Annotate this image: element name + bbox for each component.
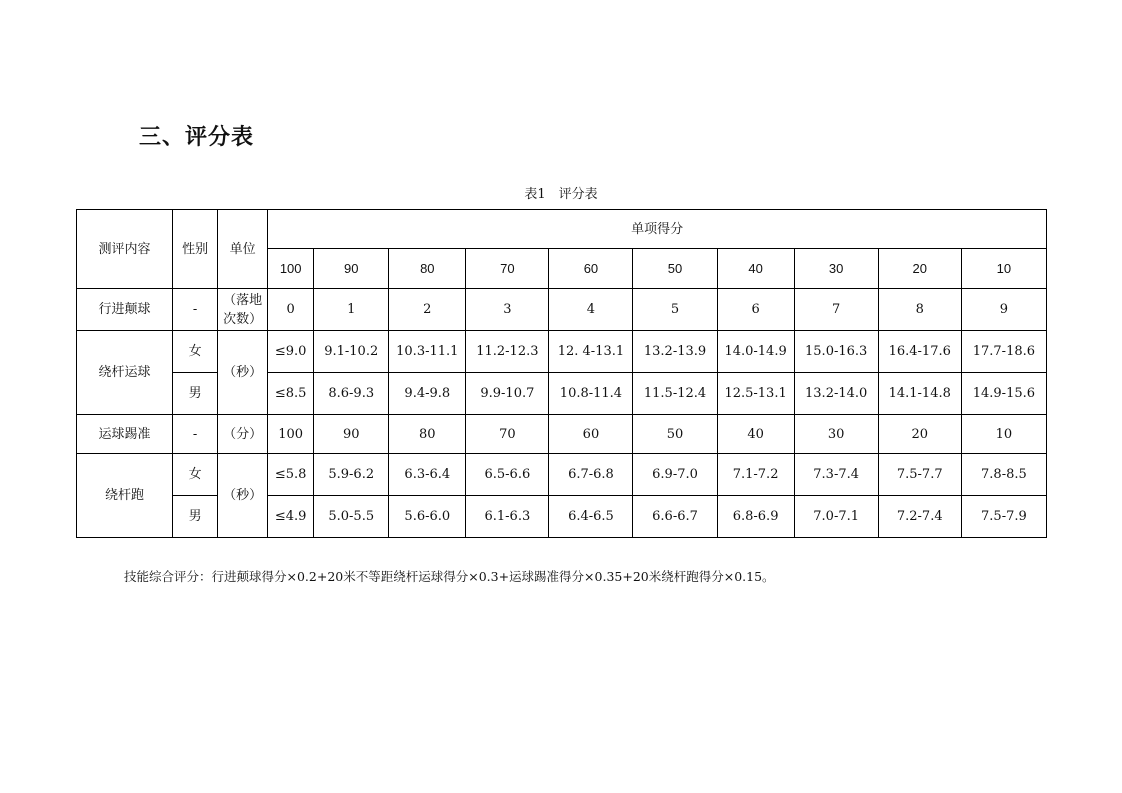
- value-cell: 5.0-5.5: [314, 496, 389, 538]
- row-pole-dribble-female: [77, 331, 1047, 373]
- row-kick: [77, 415, 1047, 454]
- unit-cell: （秒）: [218, 454, 268, 538]
- section-heading: 三、评分表: [139, 125, 255, 150]
- value-cell: 8.6-9.3: [314, 373, 389, 415]
- header-score: 80: [389, 249, 466, 289]
- value-cell: 7: [794, 289, 878, 331]
- value-cell: 7.5-7.7: [878, 454, 961, 496]
- row-dribble: [77, 289, 1047, 331]
- header-score: 100: [268, 249, 314, 289]
- gender-cell: 女: [173, 454, 218, 496]
- value-cell: 3: [466, 289, 549, 331]
- header-score: 60: [549, 249, 633, 289]
- value-cell: 5.6-6.0: [389, 496, 466, 538]
- value-cell: 12.5-13.1: [717, 373, 794, 415]
- value-cell: 60: [549, 415, 633, 454]
- value-cell: 7.3-7.4: [794, 454, 878, 496]
- value-cell: 70: [466, 415, 549, 454]
- value-cell: 9.4-9.8: [389, 373, 466, 415]
- value-cell: 6.4-6.5: [549, 496, 633, 538]
- gender-cell: -: [173, 289, 218, 331]
- value-cell: 15.0-16.3: [794, 331, 878, 373]
- value-cell: 20: [878, 415, 961, 454]
- value-cell: 6: [717, 289, 794, 331]
- value-cell: 6.1-6.3: [466, 496, 549, 538]
- value-cell: 14.9-15.6: [961, 373, 1046, 415]
- item-name: 运球踢准: [77, 415, 173, 454]
- gender-cell: 男: [173, 496, 218, 538]
- value-cell: 50: [633, 415, 717, 454]
- header-gender: 性别: [173, 210, 218, 289]
- value-cell: 13.2-13.9: [633, 331, 717, 373]
- unit-cell: （落地次数）: [218, 289, 268, 331]
- value-cell: 6.5-6.6: [466, 454, 549, 496]
- value-cell: 80: [389, 415, 466, 454]
- value-cell: 10.8-11.4: [549, 373, 633, 415]
- item-name: 绕杆运球: [77, 331, 173, 415]
- value-cell: 4: [549, 289, 633, 331]
- value-cell: 6.8-6.9: [717, 496, 794, 538]
- item-name: 行进颠球: [77, 289, 173, 331]
- value-cell: 5.9-6.2: [314, 454, 389, 496]
- scoring-formula-note: 技能综合评分：行进颠球得分×0.2+20米不等距绕杆运球得分×0.3+运球踢准得分×0.35+20米绕杆跑得分×0.15。: [124, 569, 775, 584]
- value-cell: 12. 4-13.1: [549, 331, 633, 373]
- value-cell: 13.2-14.0: [794, 373, 878, 415]
- header-item: 测评内容: [77, 210, 173, 289]
- threshold-cell: ≤8.5: [268, 373, 314, 415]
- value-cell: 10: [961, 415, 1046, 454]
- value-cell: 14.0-14.9: [717, 331, 794, 373]
- value-cell: 9.9-10.7: [466, 373, 549, 415]
- unit-cell: （分）: [218, 415, 268, 454]
- value-cell: 30: [794, 415, 878, 454]
- value-cell: 1: [314, 289, 389, 331]
- value-cell: 6.7-6.8: [549, 454, 633, 496]
- value-cell: 0: [268, 289, 314, 331]
- header-row-1: [77, 210, 1047, 249]
- unit-cell: （秒）: [218, 331, 268, 415]
- header-score: 50: [633, 249, 717, 289]
- header-score: 40: [717, 249, 794, 289]
- value-cell: 11.5-12.4: [633, 373, 717, 415]
- table-caption: 表1 评分表: [524, 187, 598, 202]
- value-cell: 7.1-7.2: [717, 454, 794, 496]
- header-score: 30: [794, 249, 878, 289]
- value-cell: 6.3-6.4: [389, 454, 466, 496]
- value-cell: 16.4-17.6: [878, 331, 961, 373]
- value-cell: 6.9-7.0: [633, 454, 717, 496]
- value-cell: 9: [961, 289, 1046, 331]
- threshold-cell: ≤4.9: [268, 496, 314, 538]
- gender-cell: 男: [173, 373, 218, 415]
- row-pole-run-female: [77, 454, 1047, 496]
- value-cell: 2: [389, 289, 466, 331]
- value-cell: 7.2-7.4: [878, 496, 961, 538]
- header-score-group: 单项得分: [268, 210, 1047, 249]
- value-cell: 8: [878, 289, 961, 331]
- value-cell: 10.3-11.1: [389, 331, 466, 373]
- value-cell: 6.6-6.7: [633, 496, 717, 538]
- header-score: 90: [314, 249, 389, 289]
- scoring-table: [76, 209, 1047, 538]
- value-cell: 9.1-10.2: [314, 331, 389, 373]
- value-cell: 17.7-18.6: [961, 331, 1046, 373]
- header-unit: 单位: [218, 210, 268, 289]
- value-cell: 7.8-8.5: [961, 454, 1046, 496]
- value-cell: 7.0-7.1: [794, 496, 878, 538]
- header-score: 10: [961, 249, 1046, 289]
- value-cell: 14.1-14.8: [878, 373, 961, 415]
- value-cell: 40: [717, 415, 794, 454]
- header-score: 20: [878, 249, 961, 289]
- value-cell: 7.5-7.9: [961, 496, 1046, 538]
- threshold-cell: ≤9.0: [268, 331, 314, 373]
- gender-cell: 女: [173, 331, 218, 373]
- value-cell: 100: [268, 415, 314, 454]
- item-name: 绕杆跑: [77, 454, 173, 538]
- value-cell: 5: [633, 289, 717, 331]
- threshold-cell: ≤5.8: [268, 454, 314, 496]
- gender-cell: -: [173, 415, 218, 454]
- value-cell: 11.2-12.3: [466, 331, 549, 373]
- value-cell: 90: [314, 415, 389, 454]
- header-score: 70: [466, 249, 549, 289]
